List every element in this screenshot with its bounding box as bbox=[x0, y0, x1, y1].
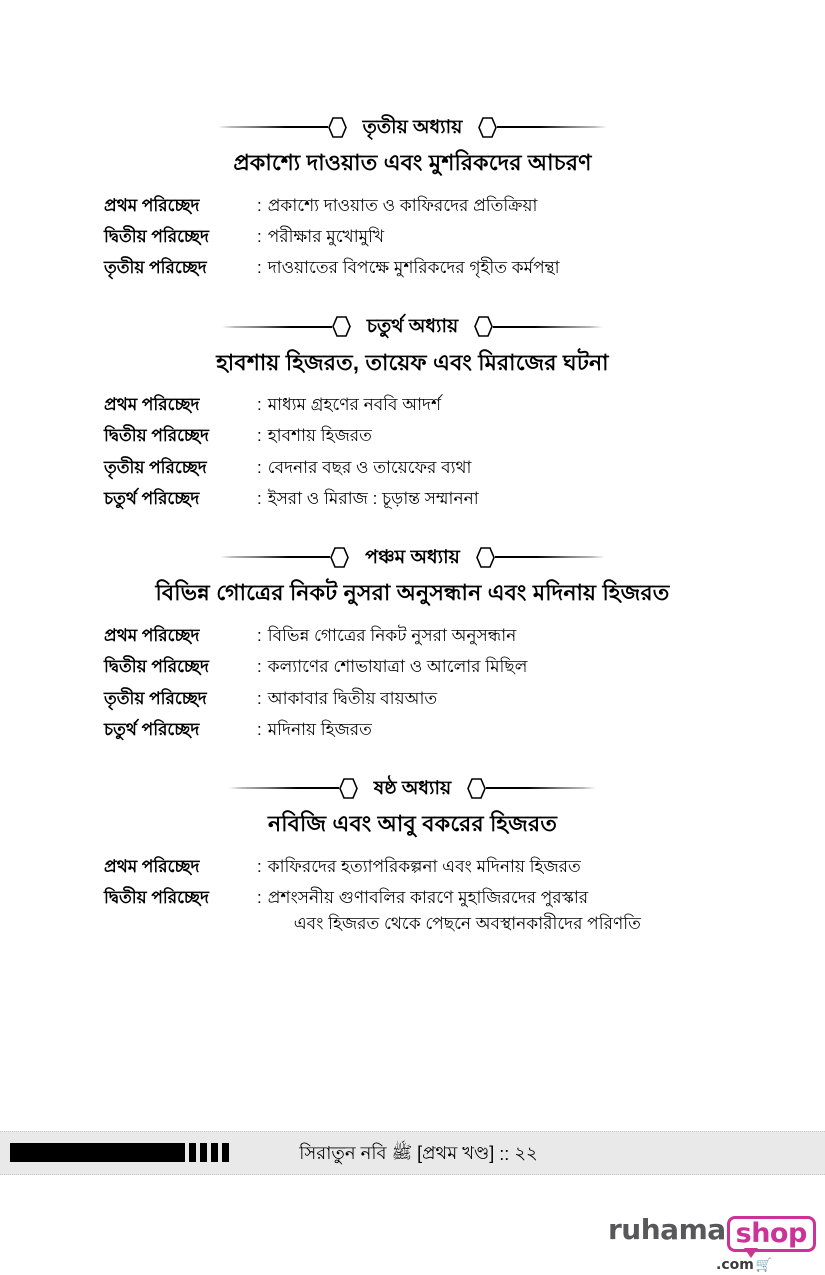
list-item bbox=[104, 392, 825, 418]
divider-rule-left bbox=[218, 126, 328, 128]
hexagon-ornament-right-icon bbox=[467, 778, 486, 799]
section-label: চতুর্থ পরিচ্ছেদ bbox=[104, 719, 200, 739]
divider-rule-right bbox=[493, 326, 603, 328]
section-text bbox=[268, 885, 825, 938]
section-text: বেদনার বছর ও তায়েফের ব্যথা bbox=[267, 457, 472, 477]
section-colon: : bbox=[257, 489, 262, 509]
chapter-heading bbox=[0, 773, 825, 803]
footer-separator: :: bbox=[499, 1143, 510, 1164]
footer-text bbox=[0, 1132, 825, 1176]
section-colon: : bbox=[257, 719, 262, 739]
section-label: প্রথম পরিচ্ছেদ bbox=[104, 625, 200, 645]
hexagon-ornament-left-icon bbox=[339, 778, 358, 799]
logo-domain-row bbox=[716, 1258, 808, 1272]
section-list bbox=[0, 623, 825, 743]
section-text: আকাবার দ্বিতীয় বায়আত bbox=[267, 688, 438, 708]
section-label: প্রথম পরিচ্ছেদ bbox=[104, 395, 200, 415]
chapter-block bbox=[0, 312, 825, 513]
section-colon: : bbox=[257, 856, 262, 876]
section-text: মদিনায় হিজরত bbox=[267, 719, 372, 739]
section-label: দ্বিতীয় পরিচ্ছেদ bbox=[104, 226, 209, 246]
chapter-title: প্রকাশ্যে দাওয়াত এবং মুশরিকদের আচরণ bbox=[233, 150, 592, 175]
section-text-line1: প্রশংসনীয় গুণাবলির কারণে মুহাজিরদের পুরস্কার bbox=[267, 888, 589, 908]
section-label: প্রথম পরিচ্ছেদ bbox=[104, 856, 200, 876]
page-footer bbox=[0, 1131, 825, 1175]
list-item bbox=[104, 455, 825, 481]
list-item bbox=[104, 224, 825, 250]
chapter-heading bbox=[0, 112, 825, 142]
chapter-heading bbox=[0, 312, 825, 342]
divider-rule-right bbox=[497, 126, 607, 128]
logo-domain: .com bbox=[716, 1257, 754, 1273]
logo-brand-second: shop bbox=[735, 1218, 807, 1249]
hexagon-ornament-left-icon bbox=[332, 316, 351, 337]
chapter-title: নবিজি এবং আবু বকরের হিজরত bbox=[267, 811, 558, 837]
chapter-number-label: পঞ্চম অধ্যায় bbox=[365, 546, 460, 568]
hexagon-ornament-right-icon bbox=[474, 316, 493, 337]
section-list bbox=[0, 854, 825, 938]
section-colon: : bbox=[257, 457, 262, 477]
section-label: তৃতীয় পরিচ্ছেদ bbox=[104, 258, 207, 278]
chapter-block bbox=[0, 773, 825, 938]
list-item bbox=[104, 486, 825, 512]
divider-rule-left bbox=[222, 326, 332, 328]
list-item bbox=[104, 885, 825, 938]
section-text: পরীক্ষার মুখোমুখি bbox=[267, 226, 385, 246]
section-colon: : bbox=[257, 625, 262, 645]
section-label: চতুর্থ পরিচ্ছেদ bbox=[104, 489, 200, 509]
section-label: দ্বিতীয় পরিচ্ছেদ bbox=[104, 888, 209, 908]
section-label: দ্বিতীয় পরিচ্ছেদ bbox=[104, 426, 209, 446]
chapter-block bbox=[0, 542, 825, 743]
section-colon: : bbox=[257, 226, 262, 246]
chapter-title: হাবশায় হিজরত, তায়েফ এবং মিরাজের ঘটনা bbox=[216, 349, 609, 375]
section-list bbox=[0, 193, 825, 282]
footer-book-title: সিরাতুন নবি bbox=[299, 1142, 387, 1163]
logo-wordmark bbox=[608, 1213, 808, 1252]
list-item bbox=[104, 623, 825, 649]
logo-brand-first: ruhama bbox=[608, 1213, 726, 1246]
divider-rule-right bbox=[486, 787, 596, 789]
chapter-block bbox=[0, 112, 825, 282]
section-text: ইসরা ও মিরাজ : চূড়ান্ত সম্মাননা bbox=[267, 489, 479, 509]
list-item bbox=[104, 423, 825, 449]
section-text: কল্যাণের শোভাযাত্রা ও আলোর মিছিল bbox=[267, 657, 528, 677]
ruhamashop-logo[interactable] bbox=[608, 1213, 808, 1273]
shopping-cart-icon: 🛒 bbox=[755, 1257, 773, 1273]
divider-rule-left bbox=[229, 787, 339, 789]
table-of-contents bbox=[0, 112, 825, 950]
section-text: দাওয়াতের বিপক্ষে মুশরিকদের গৃহীত কর্মপন্থা bbox=[267, 258, 560, 278]
section-text: হাবশায় হিজরত bbox=[267, 426, 372, 446]
chapter-number-label: তৃতীয় অধ্যায় bbox=[362, 116, 463, 138]
section-text: মাধ্যম গ্রহণের নববি আদর্শ bbox=[267, 395, 442, 415]
section-label: প্রথম পরিচ্ছেদ bbox=[104, 195, 200, 215]
hexagon-ornament-left-icon bbox=[328, 117, 347, 138]
divider-rule-left bbox=[220, 556, 330, 558]
logo-speech-bubble bbox=[727, 1216, 816, 1252]
section-text: প্রকাশ্যে দাওয়াত ও কাফিরদের প্রতিক্রিয়া bbox=[267, 195, 538, 215]
footer-volume: [প্রথম খণ্ড] bbox=[417, 1142, 495, 1163]
section-colon: : bbox=[257, 888, 262, 908]
section-text-line2: এবং হিজরত থেকে পেছনে অবস্থানকারীদের পরিণতি bbox=[293, 914, 641, 934]
section-colon: : bbox=[257, 426, 262, 446]
list-item bbox=[104, 717, 825, 743]
list-item bbox=[104, 255, 825, 281]
list-item bbox=[104, 854, 825, 880]
section-colon: : bbox=[257, 258, 262, 278]
divider-rule-right bbox=[495, 556, 605, 558]
hexagon-ornament-right-icon bbox=[478, 117, 497, 138]
list-item bbox=[104, 193, 825, 219]
footer-page-number: ২২ bbox=[514, 1142, 538, 1163]
chapter-number-label: ষষ্ঠ অধ্যায় bbox=[373, 777, 452, 799]
section-colon: : bbox=[257, 395, 262, 415]
list-item bbox=[104, 686, 825, 712]
section-text: কাফিরদের হত্যাপরিকল্পনা এবং মদিনায় হিজরত bbox=[267, 856, 581, 876]
section-label: তৃতীয় পরিচ্ছেদ bbox=[104, 457, 207, 477]
section-list bbox=[0, 392, 825, 512]
chapter-number-label: চতুর্থ অধ্যায় bbox=[366, 316, 459, 338]
chapter-heading bbox=[0, 542, 825, 572]
chapter-title: বিভিন্ন গোত্রের নিকট নুসরা অনুসন্ধান এবং মদিনায় হিজরত bbox=[155, 580, 670, 606]
section-colon: : bbox=[257, 688, 262, 708]
section-colon: : bbox=[257, 657, 262, 677]
section-label: দ্বিতীয় পরিচ্ছেদ bbox=[104, 657, 209, 677]
section-colon: : bbox=[257, 195, 262, 215]
section-label: তৃতীয় পরিচ্ছেদ bbox=[104, 688, 207, 708]
salawat-seal-icon: ﷺ bbox=[391, 1142, 413, 1162]
list-item bbox=[104, 654, 825, 680]
logo-bubble-tail-icon bbox=[744, 1248, 758, 1258]
hexagon-ornament-right-icon bbox=[476, 547, 495, 568]
section-text: বিভিন্ন গোত্রের নিকট নুসরা অনুসন্ধান bbox=[267, 625, 517, 645]
hexagon-ornament-left-icon bbox=[330, 547, 349, 568]
